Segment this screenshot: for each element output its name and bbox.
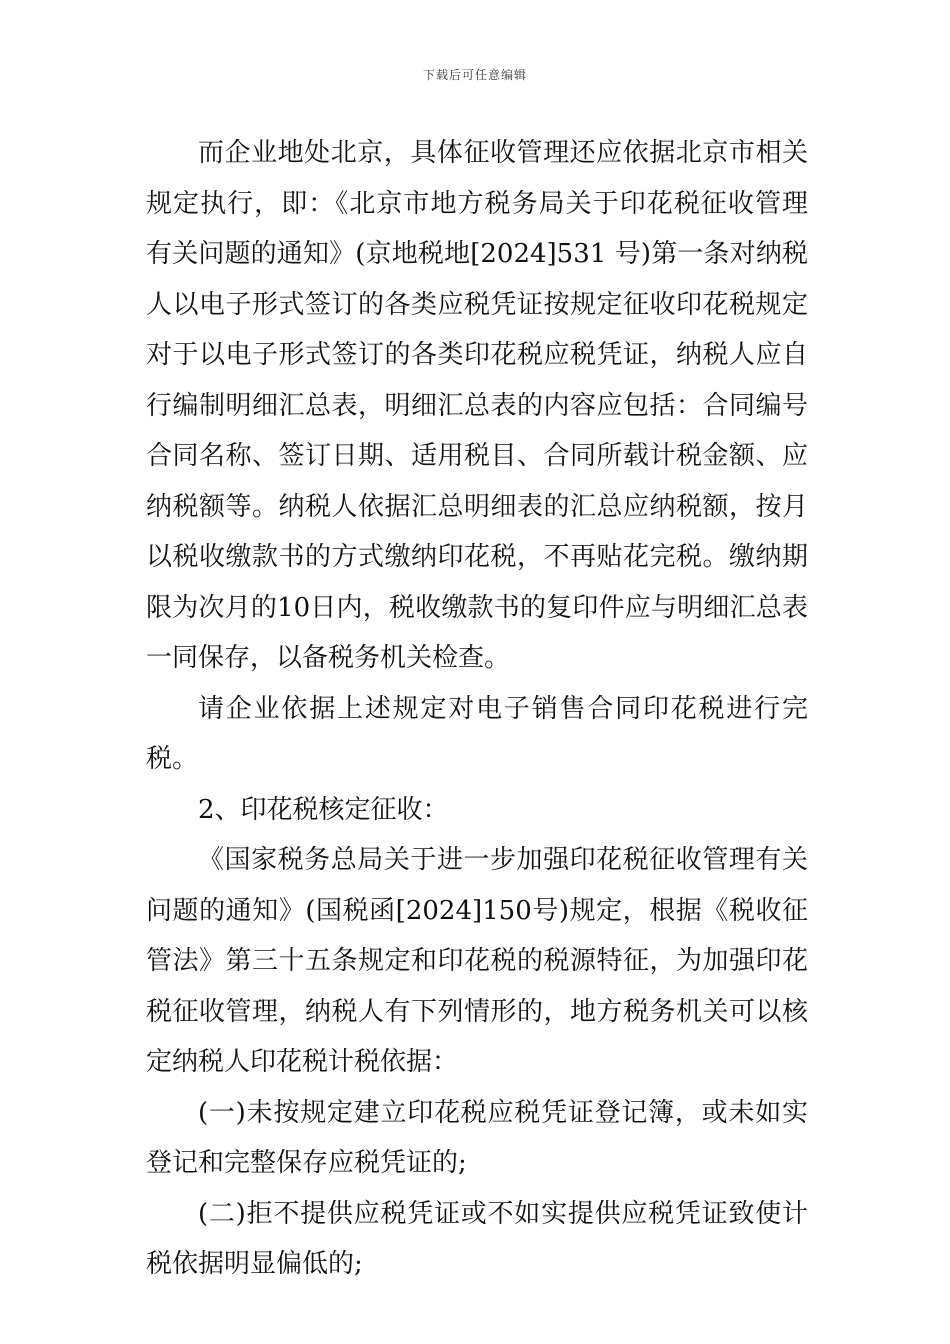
list-item-2: (二)拒不提供应税凭证或不如实提供应税凭证致使计税依据明显偏低的;: [146, 1198, 808, 1279]
document-body: [146, 128, 808, 1290]
list-item-1: (一)未按规定建立印花税应税凭证登记簿，或未如实登记和完整保存应税凭证的;: [146, 1097, 808, 1178]
paragraph-beijing-rules: 而企业地处北京，具体征收管理还应依据北京市相关规定执行，即：《北京市地方税务局关于印花税征收管理有关问题的通知》(京地税地[2024]531 号)第一条对纳税人以电子形式签订的各类应税凭证按规定征收印花税规定对于以电子形式签订的各类印花税应税凭证，纳税人应自行编制明细汇总表，明细汇总表的内容应包括：合同编号合同名称、签订日期、适用税目、合同所载计税金额、应纳税额等。纳税人依据汇总明细表的汇总应纳税额，按月以税收缴款书的方式缴纳印花税，不再贴花完税。缴纳期限为次月的10日内，税收缴款书的复印件应与明细汇总表一同保存，以备税务机关检查。: [146, 138, 808, 673]
paragraph-request: 请企业依据上述规定对电子销售合同印花税进行完税。: [146, 693, 808, 774]
section-heading: 2、印花税核定征收：: [198, 794, 449, 825]
header-note: 下载后可任意编辑: [422, 68, 527, 82]
paragraph-national-notice: 《国家税务总局关于进一步加强印花税征收管理有关问题的通知》(国税函[2024]150号)规定，根据《税收征管法》第三十五条规定和印花税的税源特征，为加强印花税征收管理，纳税人有下列情形的，地方税务机关可以核定纳税人印花税计税依据：: [146, 845, 808, 1077]
